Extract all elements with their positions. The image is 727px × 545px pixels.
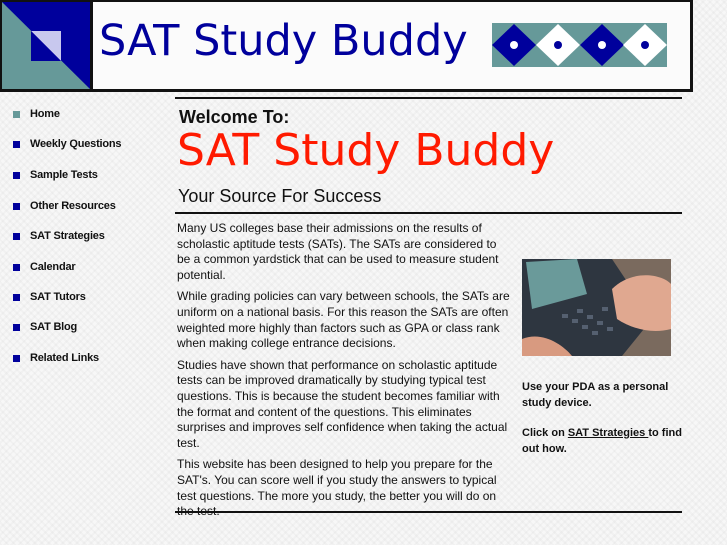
- sidebar-item-sat-tutors[interactable]: [13, 289, 163, 305]
- bullet-icon: [13, 111, 20, 118]
- sidebar-item-related-links[interactable]: [13, 350, 163, 366]
- bullet-icon: [13, 264, 20, 271]
- divider: [175, 97, 682, 99]
- sat-strategies-link[interactable]: SAT Strategies: [567, 427, 649, 439]
- bullet-icon: [13, 324, 20, 331]
- paragraph: Many US colleges base their admissions on the results of scholastic aptitude tests (SATs). The SATs are considered to be a common yardstick that can be used to measure student potential.: [177, 221, 499, 282]
- sidebar-item-other-resources[interactable]: [13, 198, 163, 214]
- nav-link[interactable]: Other Resources: [30, 200, 116, 212]
- bullet-icon: [13, 203, 20, 210]
- sidebar-item-weekly-questions[interactable]: [13, 136, 163, 152]
- bullet-icon: [13, 141, 20, 148]
- paragraph: While grading policies can vary between schools, the SATs are uniform on a national basis. For this reason the SATs are often weighted more highly than factors such as GPA or class rank when making college entrance decisions.: [177, 289, 510, 351]
- nav-link[interactable]: Home: [30, 108, 60, 120]
- diamond-pattern-icon: [492, 23, 667, 67]
- main-content: [177, 221, 512, 526]
- divider: [175, 212, 682, 214]
- nav-link[interactable]: SAT Tutors: [30, 291, 86, 303]
- welcome-heading: Welcome To:: [179, 107, 290, 127]
- sidebar-item-home[interactable]: [13, 106, 163, 122]
- paragraph: Studies have shown that performance on scholastic aptitude tests can be improved dramatically by studying typical test questions. This is because the student becomes familiar with the format and content of the questions. This eliminates surprises and improves self confidence when taking the actual test.: [177, 357, 508, 450]
- sidebar-item-sat-strategies[interactable]: [13, 228, 163, 244]
- bullet-icon: [13, 233, 20, 240]
- sidebar-item-sample-tests[interactable]: [13, 167, 163, 183]
- bullet-icon: [13, 294, 20, 301]
- bullet-icon: [13, 355, 20, 362]
- sidebar-item-sat-blog[interactable]: [13, 319, 163, 335]
- logo-icon: [2, 2, 93, 89]
- paragraph: This website has been designed to help you prepare for the SAT's. You can score well if you study the answers to typical test questions. The more you study, the better you will do on: [177, 457, 497, 503]
- nav-link[interactable]: Calendar: [30, 261, 76, 273]
- page-title: SAT Study Buddy: [177, 125, 555, 176]
- nav-link[interactable]: SAT Blog: [30, 321, 78, 333]
- bullet-icon: [13, 172, 20, 179]
- nav-link[interactable]: Weekly Questions: [30, 138, 122, 150]
- caption-link-line: [522, 426, 682, 457]
- caption-suffix: to find out how.: [522, 427, 682, 455]
- page-subtitle: Your Source For Success: [178, 186, 382, 206]
- aside-caption: [522, 380, 682, 457]
- sidebar-item-calendar[interactable]: [13, 259, 163, 275]
- caption-text: Use your PDA as a personal study device.: [522, 381, 669, 409]
- nav-link[interactable]: Related Links: [30, 352, 99, 364]
- nav-link[interactable]: SAT Strategies: [30, 230, 105, 242]
- header-banner: [0, 0, 693, 92]
- pda-photo: [522, 259, 671, 356]
- caption-prefix: Click on: [522, 427, 568, 439]
- divider: [175, 511, 682, 513]
- nav-link[interactable]: Sample Tests: [30, 169, 98, 181]
- banner-title: SAT Study Buddy: [99, 16, 468, 66]
